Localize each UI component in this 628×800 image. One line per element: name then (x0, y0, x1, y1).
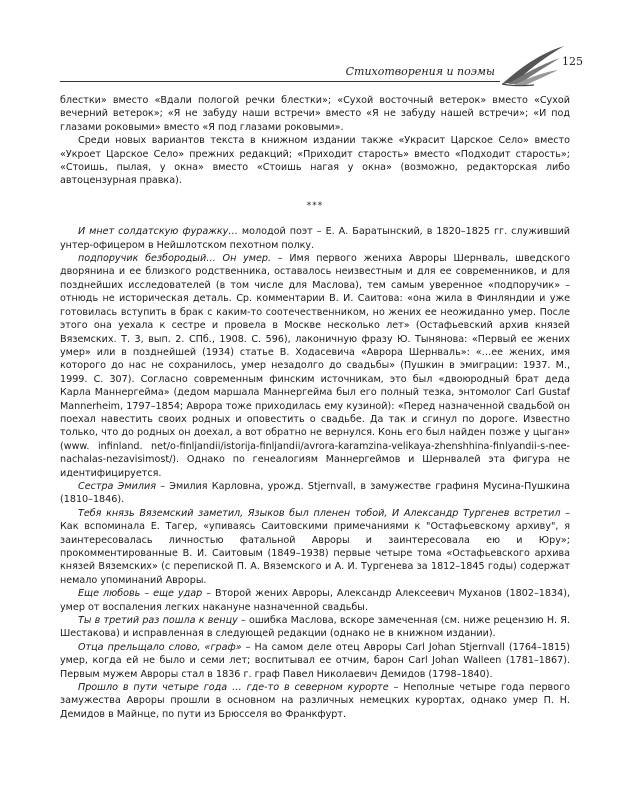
note-lemma: подпоручик безбородый… Он умер. (78, 253, 272, 265)
note-paragraph (60, 641, 570, 681)
note-lemma: Ты в третий раз пошла к венцу (78, 615, 238, 627)
note-text: молодой поэт – Е. А. Баратынский, в 1820–1825 гг. служивший унтер-офицером в Нейшлотском пехотном полку. (60, 226, 570, 251)
note-paragraph (60, 681, 570, 721)
note-text: – Второй жених Авроры, Александр Алексеевич Муханов (1802–1834), умер от воспаления легких накануне назначенной свадьбы. (60, 588, 570, 613)
note-text: – Эмилия Карловна, урожд. Stjernvall, в замужестве графиня Мусина-Пушкина (1810–1846). (60, 480, 570, 506)
note-paragraph (60, 507, 570, 587)
note-text: – Как вспоминала Е. Тагер, «упиваясь Саитовскими примечаниями к "Остафьевскому архиву", я заинтересовалась личностью фатальной Авроры и заинтересовала ею и Юру»; прокомментированные В. И. Саитовым (1849–1938) первые четыре тома «Остафьевского архива князей Вяземских» (с перепиской П. А. Вяземского и А. И. Тургенева за 1812–1845 годы) содержат немало упоминаний Авроры. (60, 507, 570, 586)
note-lemma: Тебя князь Вяземский заметил, Языков был пленен тобой, И Александр Тургенев встретил (78, 507, 561, 519)
note-text: – Имя первого жениха Авроры Шернваль, шведского дворянина и ее близкого родственника, оставалось неизвестным и для ее современников, и для позднейших исследователей (в том числе для Маслова), тем самым уверенное «подпоручик» – отнюдь не историческая деталь. Ср. комментарии В. И. Саитова: «она жила в Финляндии и уже готовилась вступить в брак с каким-то соотечественником, но жених ее неожиданно умер. После этого она уехала к сестре и провела в Москве несколько лет» (Остафьевский архив князей Вяземских. Т. 3, вып. 2. СПб., 1908. С. 596), лаконичную фразу Ю. Тынянова: «Первый ее жених умер» или в позднейшей (1934) статье В. Ходасевича «Аврора Шернваль»: «…ее жених, имя которого до нас не сохранилось, умер незадолго до свадьбы» (Пушкин в эмиграции: 1937. М., 1999. С. 307). Согласно современным финским источникам, это был «двоюродный брат деда Карла Маннергейма» (дедом маршала Маннергейма был его полный тезка, энтомолог Carl Gustaf Mannerheim, 1797–1854; Аврора тоже приходилась ему кузиной): «Перед назначенной свадьбой он поехал навестить своих родных и оповестить о свадьбе. Да так и сгинул по дороге. Известно только, что до родных он доехал, а вот обратно не вернулся. Конь его был найден позже у цыган» (www. infinland. net/o-finljandii/istorija-finljandii/avrora-karamzina-velikaya-zhenshhina-finlyandii-s-nee-nachalas-nezavisimost/). Однако по генеалогиям Маннергеймов и Шернвалей эта фигура не идентифицируется. (60, 253, 570, 479)
note-paragraph (60, 587, 570, 614)
paragraph: блестки» вместо «Вдали пологой речки блестки»; «Сухой восточный ветерок» вместо «Сухой вечерний ветерок»; «Я не забуду наши встречи» вместо «Я не забуду нашей встречи»; «И под глазами роковыми» вместо «Я под глазами роковыми». (60, 95, 570, 133)
note-lemma: И мнет солдатскую фуражку… (78, 226, 238, 238)
note-paragraph (60, 614, 570, 641)
note-paragraph (60, 480, 570, 507)
header-rule (60, 81, 500, 82)
note-text: – ошибка Маслова, вскоре замеченная (см. ниже рецензию Н. Я. Шестакова) и исправленная в следующей редакции (однако не в книжном издании). (60, 615, 571, 640)
note-paragraph (60, 225, 570, 252)
note-text: – Неполные четыре года первого замужества Авроры прошли в основном на различных немецких курортах, однако умер П. Н. Демидов в Майнце, по пути из Брюсселя во Франкфурт. (60, 682, 570, 720)
running-header (60, 50, 583, 90)
note-lemma: Прошло в пути четыре года … где-то в северном курорте (78, 682, 389, 694)
note-lemma: Еще любовь – еще удар (78, 588, 203, 600)
page-number: 125 (562, 55, 583, 68)
section-separator: *** (306, 200, 324, 211)
feather-ornament-icon (498, 40, 568, 88)
note-lemma: Отца прельщало слово, «граф» (78, 641, 242, 653)
note-text: – На самом деле отец Авроры Carl Johan Stjernvall (1764–1815) умер, когда ей не было и семи лет; воспитывал ее отчим, барон Carl Johan Walleen (1781–1867). Первым мужем Авроры стал в 1836 г. граф Павел Николаевич Демидов (1798–1840). (60, 641, 570, 680)
running-title: Стихотворения и поэмы (345, 65, 495, 78)
paragraph: Среди новых вариантов текста в книжном издании также «Украсит Царское Село» вместо «Укроет Царское Село» прежних редакций; «Приходит старость» вместо «Подходит старость»; «Стоишь, пылая, у окна» вместо «Стоишь нагая у окна» (возможно, редакторская либо автоцензурная правка). (60, 135, 570, 187)
note-paragraph (60, 252, 570, 480)
page-body (60, 94, 570, 721)
note-lemma: Сестра Эмилия (78, 480, 156, 492)
